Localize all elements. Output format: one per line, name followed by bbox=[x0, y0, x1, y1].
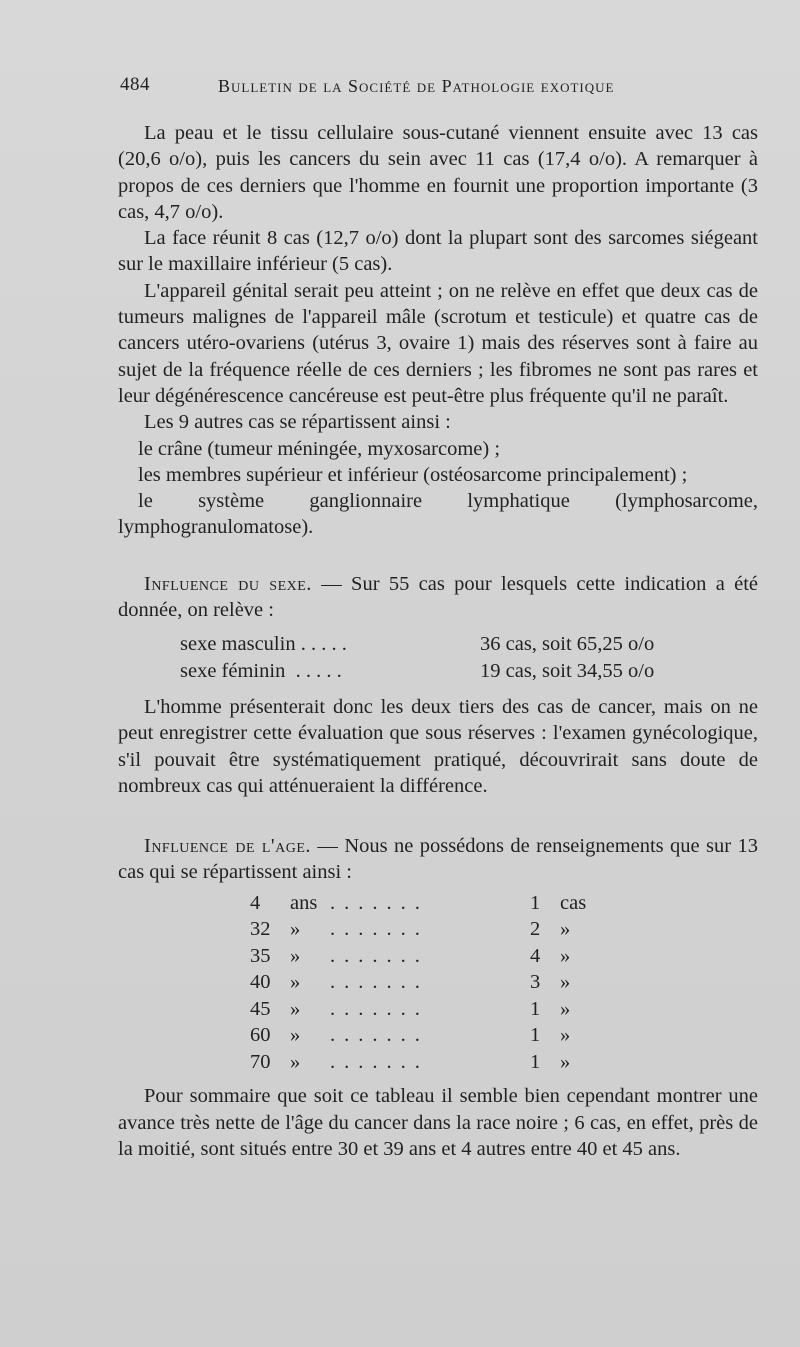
section-heading-sex: Influence du sexe. bbox=[144, 572, 312, 595]
paragraph-conclusion: Pour sommaire que soit ce tableau il semble bien cependant montrer une avance très nette de l'âge du cancer dans la race noire ; 6 cas, en effet, près de la moitié, sont situés entre 30 et 39 ans et 4 autres entre 40 et 45 ans. bbox=[118, 1085, 758, 1160]
age-value: 32 bbox=[250, 918, 271, 941]
sex-value: 36 cas, soit 65,25 o/o bbox=[480, 633, 655, 656]
sex-row-male bbox=[180, 631, 700, 657]
age-count: 2 bbox=[530, 918, 541, 941]
age-row bbox=[250, 1049, 610, 1076]
sex-label: sexe masculin . . . . . bbox=[180, 633, 347, 656]
paragraph-genital: L'appareil génital serait peu atteint ; on ne relève en effet que deux cas de tumeurs malignes de l'appareil mâle (scrotum et testicule) et quatre cas de cancers utéro-ovariens (utérus 3, ovaire 1) mais des réserves sont à faire au sujet de la fréquence réelle de ces derniers ; les fibromes ne sont pas rares et leur dégénérescence cancéreuse est peut-être plus fréquente qu'il ne paraît. bbox=[118, 279, 758, 407]
leader-dots: ....... bbox=[330, 971, 429, 994]
age-row bbox=[250, 943, 610, 970]
age-value: 35 bbox=[250, 944, 271, 967]
leader-dots: ....... bbox=[330, 918, 429, 941]
paragraph-face: La face réunit 8 cas (12,7 o/o) dont la plupart sont des sarcomes siégeant sur le maxillaire inférieur (5 cas). bbox=[118, 227, 758, 276]
leader-dots: ....... bbox=[330, 944, 429, 967]
leader-dots: ....... bbox=[330, 1050, 429, 1073]
age-row bbox=[250, 969, 610, 996]
age-count: 1 bbox=[530, 997, 541, 1020]
section-sex bbox=[118, 571, 758, 624]
age-count: 1 bbox=[530, 1050, 541, 1073]
age-unit: » bbox=[290, 1050, 301, 1073]
sex-label: sexe féminin . . . . . bbox=[180, 659, 342, 682]
section-heading-age: Influence de l'age. bbox=[144, 835, 312, 858]
age-row bbox=[250, 916, 610, 943]
sex-intro: — Sur 55 cas pour lesquels cette indication a été donnée, on relève : bbox=[118, 572, 758, 622]
list-item-lymphatic: le système ganglionnaire lymphatique (lymphosarcome, lymphogranulomatose). bbox=[118, 490, 758, 539]
page-body bbox=[118, 120, 758, 1162]
age-intro: — Nous ne possédons de renseignements que sur 13 cas qui se répartissent ainsi : bbox=[118, 835, 758, 884]
age-value: 60 bbox=[250, 1024, 271, 1047]
age-value: 40 bbox=[250, 971, 271, 994]
leader-dots: ....... bbox=[330, 1024, 429, 1047]
age-value: 4 bbox=[250, 891, 261, 914]
age-count-unit: cas bbox=[560, 891, 587, 914]
running-title: Bulletin de la Société de Pathologie exotique bbox=[218, 76, 615, 96]
age-count-unit: » bbox=[560, 971, 571, 994]
age-count-unit: » bbox=[560, 1050, 571, 1073]
paragraph-other-cases: Les 9 autres cas se répartissent ainsi : bbox=[144, 411, 451, 434]
age-unit: » bbox=[290, 997, 301, 1020]
paragraph-skin-breast: La peau et le tissu cellulaire sous-cutané viennent ensuite avec 13 cas (20,6 o/o), puis les cancers du sein avec 11 cas (17,4 o/o). A remarquer à propos de ces derniers que l'homme en fournit une proportion importante (3 cas, 4,7 o/o). bbox=[118, 122, 758, 223]
age-count-unit: » bbox=[560, 1024, 571, 1047]
page-number: 484 bbox=[120, 74, 150, 95]
age-value: 45 bbox=[250, 997, 271, 1020]
list-item-skull: le crâne (tumeur méningée, myxosarcome) ; bbox=[138, 437, 501, 460]
age-table bbox=[250, 890, 610, 1076]
age-count-unit: » bbox=[560, 918, 571, 941]
list-item-limbs: les membres supérieur et inférieur (ostéosarcome principalement) ; bbox=[138, 463, 688, 486]
leader-dots: ....... bbox=[330, 891, 429, 914]
age-unit: » bbox=[290, 971, 301, 994]
age-count: 3 bbox=[530, 971, 541, 994]
sex-value: 19 cas, soit 34,55 o/o bbox=[480, 659, 655, 682]
age-row bbox=[250, 890, 610, 917]
age-unit: » bbox=[290, 944, 301, 967]
age-unit: » bbox=[290, 1024, 301, 1047]
age-count-unit: » bbox=[560, 944, 571, 967]
age-count: 4 bbox=[530, 944, 541, 967]
age-count: 1 bbox=[530, 1024, 541, 1047]
age-count-unit: » bbox=[560, 997, 571, 1020]
sex-row-female bbox=[180, 658, 700, 684]
age-count: 1 bbox=[530, 891, 541, 914]
age-unit: » bbox=[290, 918, 301, 941]
age-row bbox=[250, 996, 610, 1023]
paragraph-sex-comment: L'homme présenterait donc les deux tiers des cas de cancer, mais on ne peut enregistrer cette évaluation que sous réserves : l'examen gynécologique, s'il pouvait être systématiquement pratiqué, découvrirait sans doute de nombreux cas qui atténueraient la différence. bbox=[118, 695, 758, 797]
age-unit: ans bbox=[290, 891, 318, 914]
age-value: 70 bbox=[250, 1050, 271, 1073]
leader-dots: ....... bbox=[330, 997, 429, 1020]
section-age bbox=[118, 833, 758, 886]
age-row bbox=[250, 1022, 610, 1049]
